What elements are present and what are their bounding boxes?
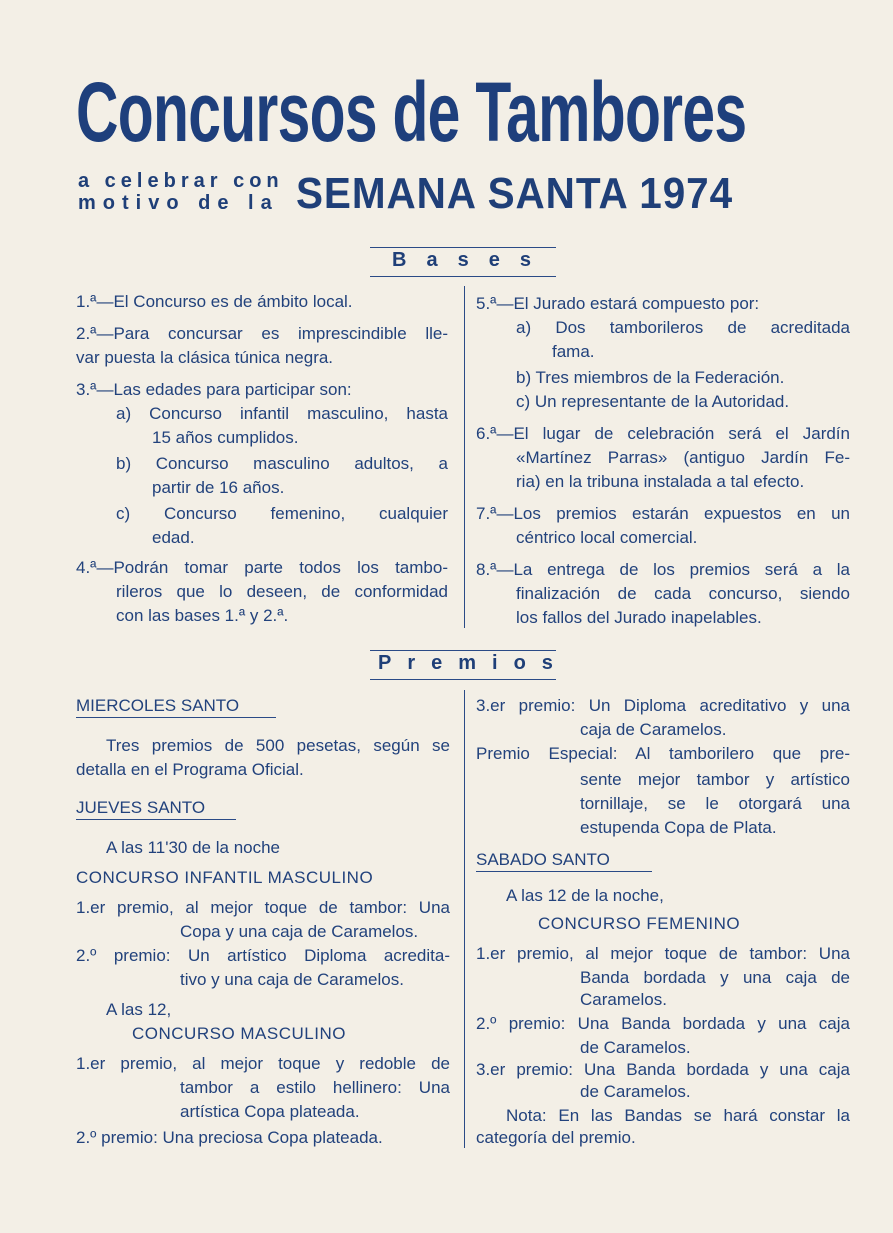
bases-item-5a: a) Dos tamborileros de acreditada: [516, 318, 850, 337]
bases-item-3b: b) Concurso masculino adultos, a: [116, 454, 448, 473]
day-underline-sabado: [476, 871, 652, 872]
sabado-time: A las 12 de la noche,: [506, 886, 664, 905]
day-heading-sabado: SABADO SANTO: [476, 850, 610, 869]
contest-masculino: CONCURSO MASCULINO: [132, 1024, 346, 1043]
premios-rule-bottom: [370, 679, 556, 680]
miercoles-text-2: detalla en el Programa Oficial.: [76, 760, 304, 779]
femenino-prize-1-cont1: Banda bordada y una caja de: [580, 968, 850, 987]
bases-item-4: 4.ª—Podrán tomar parte todos los tambo-: [76, 558, 448, 577]
bases-item-3c: c) Concurso femenino, cualquier: [116, 504, 448, 523]
premios-heading: Premios: [378, 652, 569, 674]
bases-item-1: 1.ª—El Concurso es de ámbito local.: [76, 292, 353, 311]
miercoles-text-1: Tres premios de 500 pesetas, según se: [106, 736, 450, 755]
bases-item-2-cont: var puesta la clásica túnica negra.: [76, 348, 334, 367]
masculino-prize-1-cont1: tambor a estilo hellinero: Una: [180, 1078, 450, 1097]
femenino-prize-1-cont2: Caramelos.: [580, 990, 667, 1009]
bases-item-8: 8.ª—La entrega de los premios será a la: [476, 560, 850, 579]
bases-item-3a-cont: 15 años cumplidos.: [152, 428, 299, 447]
subtitle-event: SEMANA SANTA 1974: [296, 169, 734, 218]
day-heading-jueves: JUEVES SANTO: [76, 798, 206, 817]
bases-item-7-cont: céntrico local comercial.: [516, 528, 698, 547]
masculino-prize-3: 3.er premio: Un Diploma acreditativo y una: [476, 696, 850, 715]
special-prize: Premio Especial: Al tamborilero que pre-: [476, 744, 850, 763]
bases-item-5a-cont: fama.: [552, 342, 595, 361]
bases-item-8-cont1: finalización de cada concurso, siendo: [516, 584, 850, 603]
bases-item-7: 7.ª—Los premios estarán expuestos en un: [476, 504, 850, 523]
masculino-prize-2: 2.º premio: Una preciosa Copa plateada.: [76, 1128, 383, 1147]
masculino-prize-1-cont2: artística Copa plateada.: [180, 1102, 360, 1121]
bases-item-3c-cont: edad.: [152, 528, 195, 547]
infantil-prize-2-cont: tivo y una caja de Caramelos.: [180, 970, 404, 989]
bases-heading: Bases: [392, 249, 551, 271]
nota-cont: categoría del premio.: [476, 1128, 636, 1147]
femenino-prize-3-cont: de Caramelos.: [580, 1082, 691, 1101]
bases-item-4-cont1: rileros que lo deseen, de conformidad: [116, 582, 448, 601]
bases-item-8-cont2: los fallos del Jurado inapelables.: [516, 608, 762, 627]
bases-item-5b: b) Tres miembros de la Federación.: [516, 368, 785, 387]
femenino-prize-2-cont: de Caramelos.: [580, 1038, 691, 1057]
subtitle-line-1: a celebrar con: [78, 170, 284, 192]
contest-infantil-masculino: CONCURSO INFANTIL MASCULINO: [76, 868, 374, 887]
masculino-prize-1: 1.er premio, al mejor toque y redoble de: [76, 1054, 450, 1073]
bases-item-4-cont2: con las bases 1.ª y 2.ª.: [116, 606, 289, 625]
bases-rule-top: [370, 247, 556, 248]
premios-rule-top: [370, 650, 556, 651]
bases-item-3b-cont: partir de 16 años.: [152, 478, 285, 497]
bases-item-3a: a) Concurso infantil masculino, hasta: [116, 404, 448, 423]
bases-item-3: 3.ª—Las edades para participar son:: [76, 380, 352, 399]
day-underline-jueves: [76, 819, 236, 820]
day-underline-miercoles: [76, 717, 276, 718]
bases-column-divider: [464, 286, 465, 628]
day-heading-miercoles: MIERCOLES SANTO: [76, 696, 240, 715]
infantil-prize-2: 2.º premio: Un artístico Diploma acredita-: [76, 946, 450, 965]
premios-column-divider: [464, 690, 465, 1148]
bases-item-2: 2.ª—Para concursar es imprescindible lle-: [76, 324, 448, 343]
bases-item-6: 6.ª—El lugar de celebración será el Jardín: [476, 424, 850, 443]
nota: Nota: En las Bandas se hará constar la: [506, 1106, 850, 1125]
special-prize-cont1: sente mejor tambor y artístico: [580, 770, 850, 789]
femenino-prize-2: 2.º premio: Una Banda bordada y una caja: [476, 1014, 850, 1033]
bases-item-6-cont2: ria) en la tribuna instalada a tal efecto.: [516, 472, 805, 491]
page-title: Concursos de Tambores: [76, 65, 747, 159]
femenino-prize-3: 3.er premio: Una Banda bordada y una caja: [476, 1060, 850, 1079]
special-prize-cont2: tornillaje, se le otorgará una: [580, 794, 850, 813]
bases-rule-bottom: [370, 276, 556, 277]
bases-item-5: 5.ª—El Jurado estará compuesto por:: [476, 294, 760, 313]
infantil-prize-1: 1.er premio, al mejor toque de tambor: Una: [76, 898, 450, 917]
bases-item-6-cont1: «Martínez Parras» (antiguo Jardín Fe-: [516, 448, 850, 467]
masculino-prize-3-cont: caja de Caramelos.: [580, 720, 727, 739]
bases-item-5c: c) Un representante de la Autoridad.: [516, 392, 790, 411]
infantil-prize-1-cont: Copa y una caja de Caramelos.: [180, 922, 419, 941]
special-prize-cont3: estupenda Copa de Plata.: [580, 818, 777, 837]
jueves-time-2: A las 12,: [106, 1000, 172, 1019]
contest-femenino: CONCURSO FEMENINO: [538, 914, 741, 933]
subtitle-line-2: motivo de la: [78, 192, 279, 214]
femenino-prize-1: 1.er premio, al mejor toque de tambor: Una: [476, 944, 850, 963]
jueves-time-1: A las 11'30 de la noche: [106, 838, 281, 857]
